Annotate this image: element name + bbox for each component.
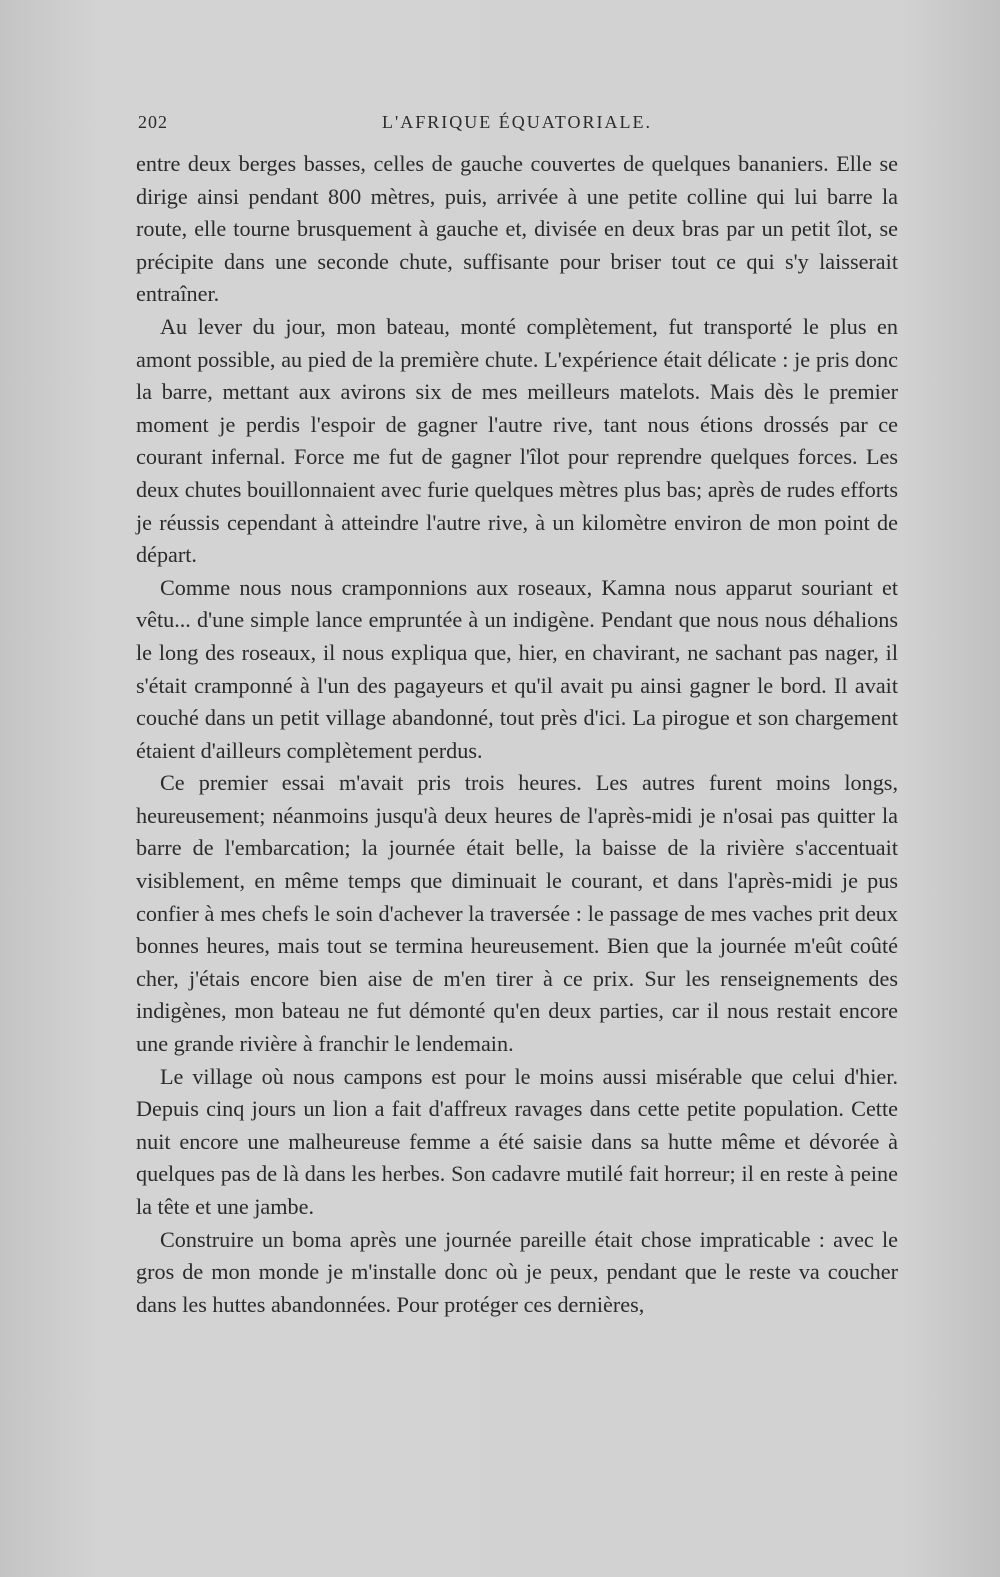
paragraph-4: Ce premier essai m'avait pris trois heures. Les autres furent moins longs, heureusement; néanmoins jusqu'à deux heures de l'après-midi je n'osai pas quitter la barre de l'embarcation; la journée était belle, la baisse de la rivière s'accentuait visiblement, en même temps que diminuait le courant, et dans l'après-midi je pus confier à mes chefs le soin d'achever la traversée : le passage de mes vaches prit deux bonnes heures, mais tout se termina heureusement. Bien que la journée m'eût coûté cher, j'étais encore bien aise de m'en tirer à ce prix. Sur les renseignements des indigènes, mon bateau ne fut démonté qu'en deux parties, car il nous restait encore une grande rivière à franchir le lendemain. xyxy=(136,770,898,1057)
page-header xyxy=(138,112,896,140)
paragraph-3: Comme nous nous cramponnions aux roseaux, Kamna nous apparut souriant et vêtu... d'une simple lance empruntée à un indigène. Pendant que nous nous déhalions le long des roseaux, il nous expliqua que, hier, en chavirant, ne sachant pas nager, il s'était cramponné à l'un des pagayeurs et qu'il avait pu ainsi gagner le bord. Il avait couché dans un petit village abandonné, tout près d'ici. La pirogue et son chargement étaient d'ailleurs complètement perdus. xyxy=(136,574,898,763)
page-number: 202 xyxy=(138,112,168,132)
paragraph-1: entre deux berges basses, celles de gauche couvertes de quelques bananiers. Elle se dirige ainsi pendant 800 mètres, puis, arrivée à une petite colline qui lui barre la route, elle tourne brusquement à gauche et, divisée en deux bras par un petit îlot, se précipite dans une seconde chute, suffisante pour briser tout ce qui s'y laisserait entraîner. xyxy=(136,151,898,307)
paragraph-5: Le village où nous campons est pour le moins aussi misérable que celui d'hier. Depuis cinq jours un lion a fait d'affreux ravages dans cette petite population. Cette nuit encore une malheureuse femme a été saisie dans sa hutte même et dévorée à quelques pas de là dans les herbes. Son cadavre mutilé fait horreur; il en reste à peine la tête et une jambe. xyxy=(136,1063,898,1219)
paragraph-6: Construire un boma après une journée pareille était chose impraticable : avec le gros de mon monde je m'installe donc où je peux, pendant que le reste va coucher dans les huttes abandonnées. Pour protéger ces dernières, xyxy=(136,1226,898,1317)
body-text xyxy=(136,148,898,1321)
running-title: L'AFRIQUE ÉQUATORIALE. xyxy=(382,112,652,132)
paragraph-2: Au lever du jour, mon bateau, monté complètement, fut transporté le plus en amont possible, au pied de la première chute. L'expérience était délicate : je pris donc la barre, mettant aux avirons six de mes meilleurs matelots. Mais dès le premier moment je perdis l'espoir de gagner l'autre rive, tant nous étions drossés par ce courant infernal. Force me fut de gagner l'îlot pour reprendre quelques forces. Les deux chutes bouillonnaient avec furie quelques mètres plus bas; après de rudes efforts je réussis cependant à atteindre l'autre rive, à un kilomètre environ de mon point de départ. xyxy=(136,313,898,568)
